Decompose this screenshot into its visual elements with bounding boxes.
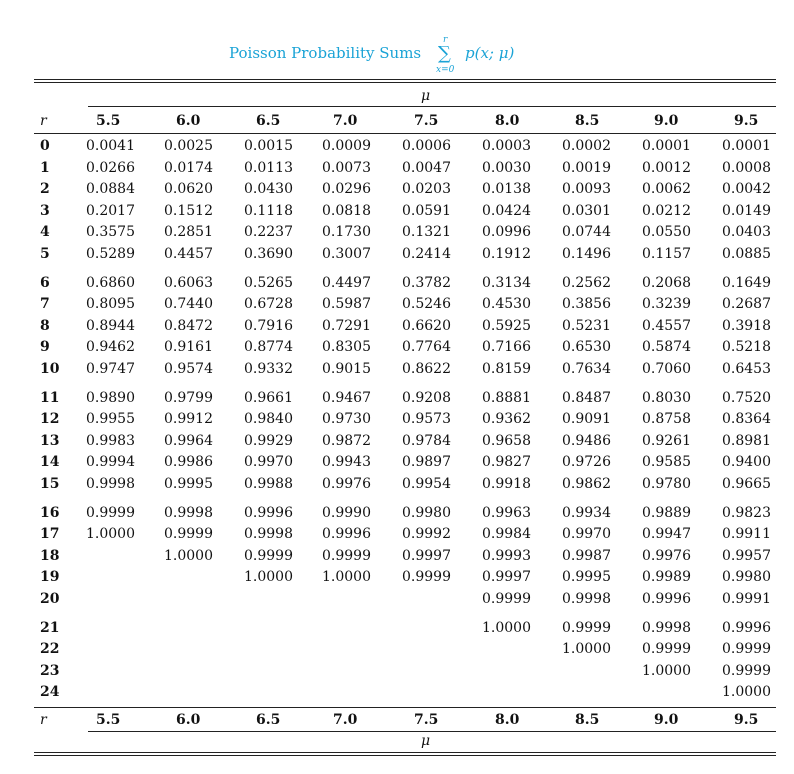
table-cell: 0.9987 (562, 547, 611, 564)
header-col-2: 6.0 (176, 113, 201, 129)
header-rule (34, 133, 776, 134)
table-cell: 0.1321 (402, 224, 451, 241)
table-cell: 0.7634 (562, 361, 611, 377)
table-cell: 0.9976 (642, 547, 691, 564)
r-footer: r (40, 712, 47, 728)
row-label: 5 (40, 246, 50, 262)
table-cell: 0.9840 (244, 411, 293, 428)
table-cell: 0.4530 (482, 296, 531, 313)
table-cell: 0.3575 (86, 224, 135, 241)
table-cell: 0.9574 (164, 361, 213, 377)
table-cell: 0.9990 (322, 504, 371, 521)
row-label: 17 (40, 526, 60, 543)
table-cell: 0.9999 (722, 662, 771, 679)
table-cell: 0.9467 (322, 389, 371, 406)
table-cell: 0.0073 (322, 159, 371, 176)
table-row (0, 681, 794, 703)
table-cell: 0.3239 (642, 296, 691, 313)
table-cell: 0.0203 (402, 181, 451, 198)
table-cell: 0.9999 (642, 641, 691, 658)
table-cell: 0.8364 (722, 411, 771, 428)
table-cell: 0.9208 (402, 389, 451, 406)
table-cell: 0.4457 (164, 246, 213, 262)
row-label: 6 (40, 274, 50, 291)
table-cell: 0.0174 (164, 159, 213, 176)
table-cell: 0.0001 (722, 138, 771, 154)
mu-label-bottom: μ (421, 733, 431, 749)
table-cell: 0.4497 (322, 274, 371, 291)
sum-upper-limit: r (443, 35, 448, 45)
header-col-1: 5.5 (96, 113, 121, 129)
table-cell: 0.5231 (562, 317, 611, 334)
table-cell: 0.9998 (562, 591, 611, 607)
table-cell: 0.0006 (402, 138, 451, 154)
bottom-rule-2 (34, 755, 776, 756)
row-label: 8 (40, 317, 50, 334)
table-cell: 0.9872 (322, 432, 371, 449)
header-col-9: 9.5 (734, 113, 759, 129)
table-cell: 0.2414 (402, 246, 451, 262)
header-col-7: 8.5 (575, 113, 600, 129)
table-cell: 0.9989 (642, 569, 691, 586)
table-cell: 0.9799 (164, 389, 213, 406)
table-cell: 0.9823 (722, 504, 771, 521)
table-cell: 0.9999 (722, 641, 771, 658)
row-label: 20 (40, 591, 60, 607)
footer-col-5: 7.5 (414, 712, 439, 728)
table-cell: 0.9658 (482, 432, 531, 449)
table-row (0, 387, 794, 409)
table-cell: 0.9665 (722, 476, 771, 492)
table-cell: 0.6620 (402, 317, 451, 334)
table-cell: 0.9862 (562, 476, 611, 492)
table-cell: 0.0744 (562, 224, 611, 241)
mu-underline-top (88, 106, 776, 107)
table-row (0, 358, 794, 380)
table-cell: 0.8030 (642, 389, 691, 406)
table-cell: 0.9943 (322, 454, 371, 471)
table-cell: 0.9929 (244, 432, 293, 449)
table-cell: 0.0009 (322, 138, 371, 154)
table-cell: 0.9998 (164, 504, 213, 521)
table-cell: 0.0002 (562, 138, 611, 154)
row-label: 3 (40, 202, 50, 219)
table-cell: 1.0000 (482, 619, 531, 636)
table-cell: 0.9332 (244, 361, 293, 377)
table-row (0, 451, 794, 473)
table-row (0, 178, 794, 200)
footer-col-1: 5.5 (96, 712, 121, 728)
table-cell: 0.0001 (642, 138, 691, 154)
table-cell: 0.9999 (322, 547, 371, 564)
table-cell: 0.0062 (642, 181, 691, 198)
row-label: 18 (40, 547, 60, 564)
footer-col-2: 6.0 (176, 712, 201, 728)
footer-col-6: 8.0 (495, 712, 520, 728)
table-cell: 0.9730 (322, 411, 371, 428)
sum-lower-limit: x=0 (436, 65, 455, 75)
table-cell: 0.3782 (402, 274, 451, 291)
table-row (0, 221, 794, 243)
table-cell: 1.0000 (164, 547, 213, 564)
table-cell: 0.2068 (642, 274, 691, 291)
table-cell: 0.9980 (722, 569, 771, 586)
table-cell: 0.2017 (86, 202, 135, 219)
table-cell: 0.6728 (244, 296, 293, 313)
table-cell: 0.0620 (164, 181, 213, 198)
table-row (0, 523, 794, 545)
table-cell: 0.0025 (164, 138, 213, 154)
table-cell: 0.2562 (562, 274, 611, 291)
row-label: 11 (40, 389, 60, 406)
table-cell: 0.9976 (322, 476, 371, 492)
table-cell: 0.9993 (482, 547, 531, 564)
table-cell: 0.3918 (722, 317, 771, 334)
table-cell: 0.9954 (402, 476, 451, 492)
table-cell: 0.9995 (164, 476, 213, 492)
table-cell: 0.1912 (482, 246, 531, 262)
row-label: 21 (40, 619, 60, 636)
table-cell: 0.9161 (164, 339, 213, 356)
table-cell: 0.0430 (244, 181, 293, 198)
table-cell: 1.0000 (322, 569, 371, 586)
table-cell: 0.1512 (164, 202, 213, 219)
row-label: 16 (40, 504, 60, 521)
table-cell: 0.9999 (164, 526, 213, 543)
top-rule-1 (34, 79, 776, 80)
table-cell: 0.8159 (482, 361, 531, 377)
table-row (0, 473, 794, 495)
table-cell: 0.0403 (722, 224, 771, 241)
table-cell: 0.9897 (402, 454, 451, 471)
table-cell: 0.7916 (244, 317, 293, 334)
table-cell: 0.9955 (86, 411, 135, 428)
row-label: 10 (40, 361, 60, 377)
table-cell: 0.1157 (642, 246, 691, 262)
summation-symbol (436, 35, 458, 79)
bottom-rule-1 (34, 752, 776, 753)
table-cell: 0.9918 (482, 476, 531, 492)
table-cell: 0.9827 (482, 454, 531, 471)
table-row (0, 243, 794, 265)
table-cell: 0.9984 (482, 526, 531, 543)
header-col-5: 7.5 (414, 113, 439, 129)
table-row (0, 336, 794, 358)
table-cell: 0.9889 (642, 504, 691, 521)
table-cell: 0.2237 (244, 224, 293, 241)
table-cell: 0.9991 (722, 591, 771, 607)
table-cell: 0.7440 (164, 296, 213, 313)
table-row (0, 315, 794, 337)
table-cell: 0.9091 (562, 411, 611, 428)
top-rule-2 (34, 82, 776, 83)
row-label: 23 (40, 662, 60, 679)
table-cell: 0.1649 (722, 274, 771, 291)
table-row (0, 293, 794, 315)
table-cell: 0.9994 (86, 454, 135, 471)
table-cell: 0.9999 (562, 619, 611, 636)
table-cell: 0.9911 (722, 526, 771, 543)
table-cell: 0.8622 (402, 361, 451, 377)
table-cell: 0.9462 (86, 339, 135, 356)
table-cell: 0.2687 (722, 296, 771, 313)
table-cell: 0.9997 (402, 547, 451, 564)
table-cell: 0.9400 (722, 454, 771, 471)
table-cell: 0.9980 (402, 504, 451, 521)
table-cell: 0.9015 (322, 361, 371, 377)
table-cell: 0.9486 (562, 432, 611, 449)
table-cell: 0.8774 (244, 339, 293, 356)
row-label: 1 (40, 159, 50, 176)
table-cell: 0.0818 (322, 202, 371, 219)
table-cell: 0.3007 (322, 246, 371, 262)
row-label: 19 (40, 569, 60, 586)
table-cell: 0.9726 (562, 454, 611, 471)
table-cell: 0.8487 (562, 389, 611, 406)
table-cell: 0.9970 (244, 454, 293, 471)
table-cell: 0.7060 (642, 361, 691, 377)
table-cell: 0.9999 (482, 591, 531, 607)
table-cell: 0.9995 (562, 569, 611, 586)
footer-col-3: 6.5 (256, 712, 281, 728)
table-cell: 0.5218 (722, 339, 771, 356)
table-cell: 0.9998 (244, 526, 293, 543)
footer-col-7: 8.5 (575, 712, 600, 728)
row-label: 22 (40, 641, 60, 658)
table-cell: 0.9999 (86, 504, 135, 521)
row-label: 24 (40, 684, 60, 701)
table-cell: 0.6530 (562, 339, 611, 356)
table-cell: 0.0301 (562, 202, 611, 219)
table-cell: 0.7291 (322, 317, 371, 334)
footer-col-4: 7.0 (333, 712, 358, 728)
table-cell: 1.0000 (722, 684, 771, 701)
table-cell: 0.0047 (402, 159, 451, 176)
table-cell: 0.8881 (482, 389, 531, 406)
row-label: 12 (40, 411, 60, 428)
table-cell: 0.6453 (722, 361, 771, 377)
table-cell: 0.7520 (722, 389, 771, 406)
table-cell: 0.9999 (402, 569, 451, 586)
table-row (0, 660, 794, 682)
table-cell: 0.0113 (244, 159, 293, 176)
table-cell: 0.5289 (86, 246, 135, 262)
table-cell: 0.5265 (244, 274, 293, 291)
table-cell: 0.9780 (642, 476, 691, 492)
mu-label-top: μ (421, 88, 431, 104)
table-cell: 0.0550 (642, 224, 691, 241)
table-cell: 0.9784 (402, 432, 451, 449)
table-cell: 0.9957 (722, 547, 771, 564)
mu-overline-bottom (88, 731, 776, 732)
table-cell: 0.8472 (164, 317, 213, 334)
table-cell: 0.9912 (164, 411, 213, 428)
footer-col-9: 9.5 (734, 712, 759, 728)
table-cell: 0.0041 (86, 138, 135, 154)
table-cell: 0.0591 (402, 202, 451, 219)
row-label: 13 (40, 432, 60, 449)
table-cell: 0.9661 (244, 389, 293, 406)
table-cell: 0.0012 (642, 159, 691, 176)
table-cell: 0.9999 (244, 547, 293, 564)
table-cell: 0.9585 (642, 454, 691, 471)
table-cell: 1.0000 (86, 526, 135, 543)
table-row (0, 135, 794, 157)
table-cell: 0.3134 (482, 274, 531, 291)
table-cell: 0.0008 (722, 159, 771, 176)
row-label: 7 (40, 296, 50, 313)
table-cell: 0.9964 (164, 432, 213, 449)
row-label: 4 (40, 224, 50, 241)
table-cell: 0.2851 (164, 224, 213, 241)
table-cell: 0.0212 (642, 202, 691, 219)
table-cell: 0.1118 (244, 202, 293, 219)
title-text: Poisson Probability Sums (229, 44, 422, 62)
row-label: 0 (40, 138, 50, 154)
table-row (0, 272, 794, 294)
table-row (0, 617, 794, 639)
table-cell: 0.0138 (482, 181, 531, 198)
header-col-4: 7.0 (333, 113, 358, 129)
table-cell: 0.0003 (482, 138, 531, 154)
table-cell: 0.9890 (86, 389, 135, 406)
table-cell: 0.5925 (482, 317, 531, 334)
table-cell: 0.0149 (722, 202, 771, 219)
table-cell: 0.0093 (562, 181, 611, 198)
row-label: 2 (40, 181, 50, 198)
table-cell: 0.0042 (722, 181, 771, 198)
table-cell: 0.0884 (86, 181, 135, 198)
table-cell: 0.5874 (642, 339, 691, 356)
table-cell: 0.9963 (482, 504, 531, 521)
table-row (0, 566, 794, 588)
table-cell: 0.0015 (244, 138, 293, 154)
row-label: 9 (40, 339, 50, 356)
table-cell: 0.5987 (322, 296, 371, 313)
table-row (0, 638, 794, 660)
table-cell: 0.6860 (86, 274, 135, 291)
table-cell: 0.9992 (402, 526, 451, 543)
table-cell: 0.8095 (86, 296, 135, 313)
table-cell: 0.3690 (244, 246, 293, 262)
row-label: 15 (40, 476, 60, 492)
table-cell: 0.9986 (164, 454, 213, 471)
table-row (0, 200, 794, 222)
table-cell: 0.9996 (244, 504, 293, 521)
table-cell: 0.9996 (642, 591, 691, 607)
table-row (0, 430, 794, 452)
table-row (0, 408, 794, 430)
table-cell: 0.9983 (86, 432, 135, 449)
header-col-8: 9.0 (654, 113, 679, 129)
table-cell: 1.0000 (642, 662, 691, 679)
table-cell: 0.9573 (402, 411, 451, 428)
table-cell: 0.1496 (562, 246, 611, 262)
table-cell: 0.7764 (402, 339, 451, 356)
table-cell: 0.4557 (642, 317, 691, 334)
table-cell: 0.9747 (86, 361, 135, 377)
row-label: 14 (40, 454, 60, 471)
table-row (0, 545, 794, 567)
table-cell: 0.0266 (86, 159, 135, 176)
table-cell: 0.9362 (482, 411, 531, 428)
table-cell: 0.0424 (482, 202, 531, 219)
table-cell: 0.5246 (402, 296, 451, 313)
probability-function: p(x; μ) (465, 44, 515, 62)
table-cell: 0.8305 (322, 339, 371, 356)
table-cell: 0.0019 (562, 159, 611, 176)
table-cell: 0.9988 (244, 476, 293, 492)
bottom-rule-top (34, 707, 776, 708)
table-cell: 0.9998 (86, 476, 135, 492)
table-cell: 0.9996 (322, 526, 371, 543)
table-cell: 0.9261 (642, 432, 691, 449)
table-cell: 0.0996 (482, 224, 531, 241)
table-cell: 0.9996 (722, 619, 771, 636)
footer-col-8: 9.0 (654, 712, 679, 728)
table-cell: 0.8758 (642, 411, 691, 428)
table-cell: 0.3856 (562, 296, 611, 313)
table-cell: 0.0030 (482, 159, 531, 176)
table-cell: 1.0000 (244, 569, 293, 586)
table-cell: 0.8944 (86, 317, 135, 334)
header-col-6: 8.0 (495, 113, 520, 129)
footer-row (0, 709, 794, 731)
table-cell: 0.9970 (562, 526, 611, 543)
table-cell: 0.7166 (482, 339, 531, 356)
r-header: r (40, 113, 47, 129)
header-col-3: 6.5 (256, 113, 281, 129)
table-cell: 1.0000 (562, 641, 611, 658)
table-cell: 0.8981 (722, 432, 771, 449)
table-cell: 0.9998 (642, 619, 691, 636)
table-cell: 0.9997 (482, 569, 531, 586)
table-cell: 0.9947 (642, 526, 691, 543)
table-cell: 0.1730 (322, 224, 371, 241)
table-row (0, 502, 794, 524)
table-cell: 0.0885 (722, 246, 771, 262)
table-cell: 0.9934 (562, 504, 611, 521)
table-title (0, 33, 794, 81)
table-row (0, 157, 794, 179)
header-row (0, 110, 794, 132)
sigma-glyph: ∑ (438, 43, 451, 64)
table-cell: 0.0296 (322, 181, 371, 198)
table-cell: 0.6063 (164, 274, 213, 291)
table-row (0, 588, 794, 610)
